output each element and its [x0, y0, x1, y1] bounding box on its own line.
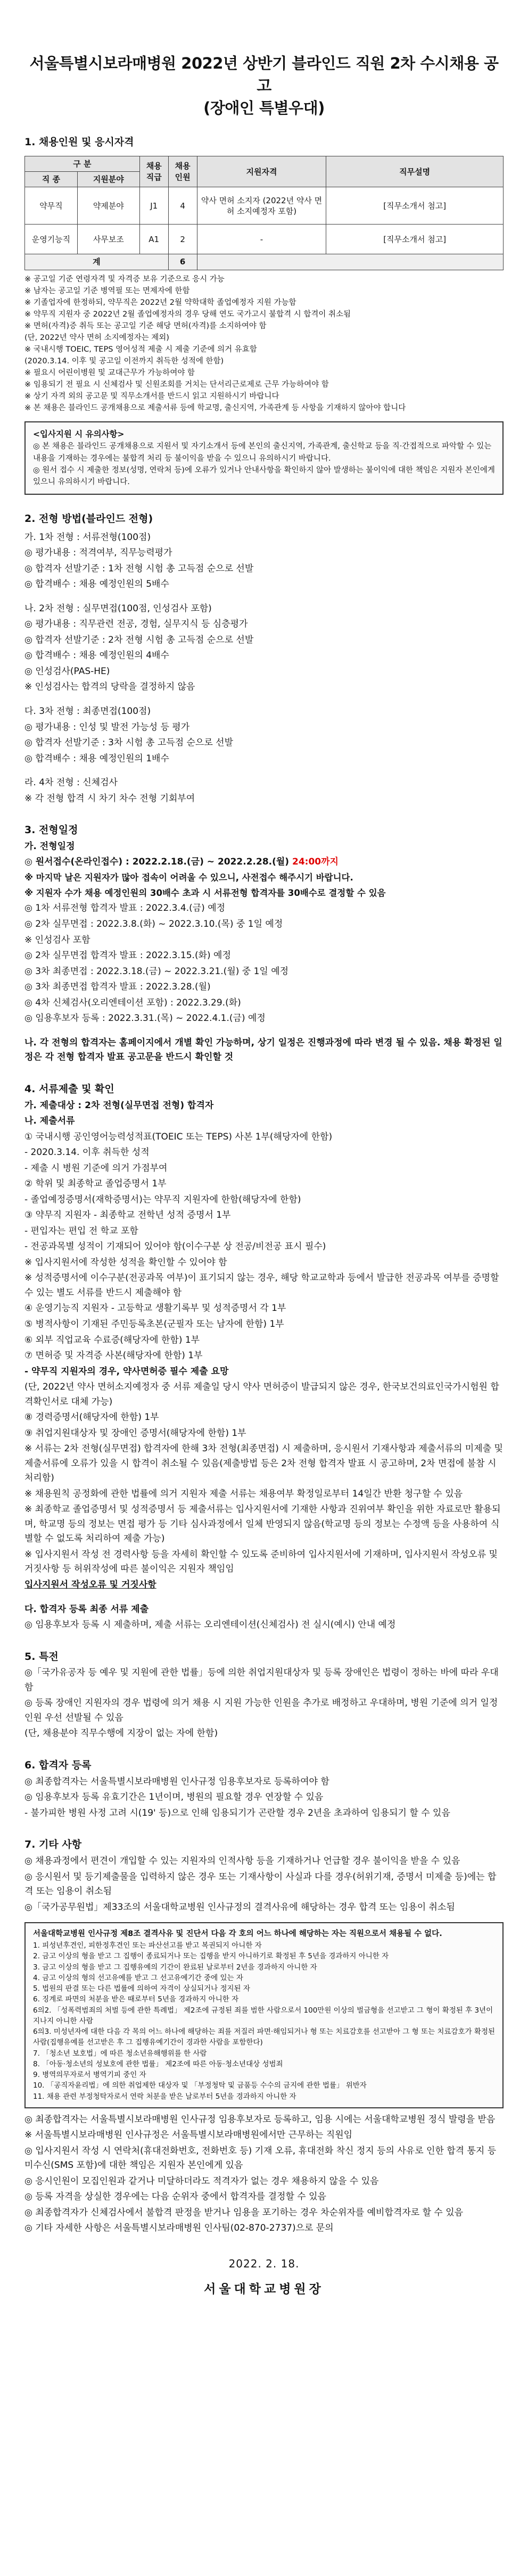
- schedule-subtitle: 가. 전형일정: [24, 841, 75, 852]
- total-empty: [197, 254, 503, 270]
- document-item: ④ 운영기능직 지원자 - 고등학교 생활기록부 및 성적증명서 각 1부: [24, 1303, 286, 1314]
- legal-item: 8. 「아동·청소년의 성보호에 관한 법률」 제2조에 따른 아동·청소년대상 성범죄: [33, 2059, 283, 2068]
- document-item: ⑦ 면허증 및 자격증 사본(해당자에 한함) 1부: [24, 1350, 203, 1361]
- pharmacist-license-note: - 약무직 지원자의 경우, 약사면허증 필수 제출 요망: [24, 1366, 229, 1377]
- disqualification-box: [24, 1922, 504, 2108]
- stage-3-title: 다. 3차 전형 : 최종면접(100점): [24, 706, 151, 717]
- cell-duty: [직무소개서 첨고]: [326, 187, 504, 225]
- application-caution-box: [24, 421, 504, 495]
- cell-type: 약무직: [25, 187, 78, 225]
- legal-item: 1. 피성년후견인, 피한정후견인 또는 파산선고를 받고 복권되지 아니한 자: [33, 1941, 262, 1950]
- stage-item: ◎ 합격자 선발기준 : 2차 전형 시험 총 고득점 순으로 선발: [24, 634, 254, 645]
- legal-item: 6. 징계로 파면의 처분을 받은 때로부터 5년을 경과하지 아니한 자: [33, 1995, 239, 2004]
- schedule-item: ◎ 2차 실무면접 : 2022.3.8.(화) ~ 2022.3.10.(목) 중 1일 예정: [24, 918, 283, 929]
- cell-type: 운영기능직: [25, 225, 78, 254]
- stage-1-title: 가. 1차 전형 : 서류전형(100점): [24, 531, 151, 543]
- legal-item: 2. 금고 이상의 형을 받고 그 집행이 종료되거나 또는 집행을 받지 아니하기로 확정된 후 5년을 경과하지 아니한 자: [33, 1952, 389, 1961]
- legal-item: 6의2. 「성폭력범죄의 처벌 등에 관한 특례법」 제2조에 규정된 죄를 범한 사람으로서 100만원 이상의 벌금형을 선고받고 그 형이 확정된 후 3년이 지나지 아니한 사람: [33, 2006, 493, 2025]
- pharmacist-license-note-detail: (단, 2022년 약사 면허소지예정자 중 서류 제출일 당시 약사 면허증이 발급되지 않은 경우, 한국보건의료인국가시험원 합격확인서로 대체 가능): [24, 1382, 499, 1407]
- notice-title: [24, 52, 504, 119]
- section-others: [24, 1837, 504, 2236]
- note-item: ※ 국내시행 TOEIC, TEPS 영어성적 제출 시 제출 기준에 의거 유효함: [24, 345, 257, 354]
- header-type: 직 종: [25, 172, 78, 187]
- stage-item: ◎ 합격배수 : 채용 예정인원의 4배수: [24, 650, 169, 661]
- document-note: [24, 1548, 504, 1577]
- section-heading: 2. 전형 방법(블라인드 전형): [24, 512, 153, 525]
- cell-requirement: -: [197, 225, 326, 254]
- box-item: ◎ 본 채용은 블라인드 공개채용으로 지원서 및 자기소개서 등에 본인의 출신지역, 가족관계, 출신학교 등을 직·간접적으로 파악할 수 있는 내용을 기재하는 경우에는 불합격 처리 등 불이익을 받을 수 있으니 유의하시기 바랍니다.: [33, 442, 492, 463]
- document-item: - 졸업예정증명서(재학증명서)는 약무직 지원자에 한함(해당자에 한함): [24, 1194, 301, 1205]
- stage-item: ※ 인성검사는 합격의 당락을 결정하지 않음: [24, 682, 195, 693]
- note-item: ※ 기졸업자에 한정하되, 약무직은 2022년 2월 약학대학 졸업예정자 지원 가능함: [24, 298, 296, 307]
- apply-period-text: ◎ 원서접수(온라인접수) : 2022.2.18.(금) ~ 2022.2.28.(월): [24, 857, 292, 868]
- legal-item: 7. 「청소년 보호법」에 따른 청소년유해행위를 한 사람: [33, 2049, 207, 2058]
- table-header-row: [25, 156, 504, 171]
- header-requirement: 지원자격: [197, 156, 326, 187]
- section-heading: 4. 서류제출 및 확인: [24, 1083, 114, 1095]
- requirement-notes: [24, 273, 504, 414]
- registration-item: ◎ 최종합격자는 서울특별시보라매병원 인사규정 임용후보자로 등록하여야 함: [24, 1776, 329, 1787]
- stage-2-title: 나. 2차 전형 : 실무면접(100점, 인성검사 포함): [24, 603, 212, 614]
- schedule-item: ◎ 임용후보자 등록 : 2022.3.31.(목) ~ 2022.4.1.(금) 예정: [24, 1013, 266, 1024]
- document-item: ⑤ 병적사항이 기재된 주민등록초본(군필자 또는 남자에 한함) 1부: [24, 1318, 284, 1329]
- other-item: ◎ 응시인원이 모집인원과 같거나 미달하더라도 적격자가 없는 경우 채용하지 않을 수 있음: [24, 2175, 379, 2187]
- section-registration: [24, 1757, 504, 1821]
- section-benefits: [24, 1649, 504, 1741]
- stage-item: ◎ 평가내용 : 직무관련 전공, 경험, 실무지식 등 심층평가: [24, 619, 248, 630]
- schedule-item: ◎ 4차 신체검사(오리엔테이션 포함) : 2022.3.29.(화): [24, 997, 241, 1008]
- header-field: 지원분야: [77, 172, 139, 187]
- section-recruitment: [24, 134, 504, 495]
- documents-target: 가. 제출대상 : 2차 전형(실무면접 전형) 합격자: [24, 1100, 214, 1111]
- other-item: ◎ 최종합격자가 신체검사에서 불합격 판정을 받거나 임용을 포기하는 경우 차순위자를 예비합격자로 할 수 있음: [24, 2207, 464, 2218]
- box-item: ◎ 원서 접수 시 제출한 정보(성명, 연락처 등)에 오류가 있거나 안내사항을 확인하지 않아 발생하는 불이익에 대한 책임은 지원자 본인에게 있으니 유의하시기 바랍니다.: [33, 466, 495, 487]
- notice-page: [24, 0, 504, 2300]
- benefit-item: ◎ 등록 장애인 지원자의 경우 법령에 의거 채용 시 지원 가능한 인원을 추가로 배정하고 우대하며, 병원 기준에 의거 일정 인원 우선 선발될 수 있음: [24, 1698, 498, 1723]
- total-count: 6: [168, 254, 197, 270]
- stage-item: ◎ 합격자 선발기준 : 1차 전형 시험 총 고득점 순으로 선발: [24, 563, 254, 574]
- document-note: ※ 채용원칙 공정화에 관한 법률에 의거 지원자 제출 서류는 채용여부 확정일로부터 14일간 반환 청구할 수 있음: [24, 1488, 463, 1499]
- note-item: (단, 2022년 약사 면허 소지예정자는 제외): [24, 333, 169, 342]
- document-item: - 전공과목별 성적이 기재되어 있어야 함(이수구분 상 전공/비전공 표시 필수): [24, 1241, 326, 1252]
- stage-item: ◎ 인성검사(PAS-HE): [24, 666, 110, 677]
- section-schedule: [24, 822, 504, 1065]
- documents-list-title: 나. 제출서류: [24, 1116, 75, 1127]
- cell-duty: [직무소개서 첨고]: [326, 225, 504, 254]
- note-item: ※ 본 채용은 블라인드 공개채용으로 제출서류 등에 학교명, 출신지역, 가족관계 등 사항을 기재하지 않아야 합니다: [24, 404, 406, 412]
- schedule-item: ※ 인성검사 포함: [24, 934, 90, 945]
- registration-item: - 불가피한 병원 사정 고려 시(19' 등)으로 인해 임용되기가 곤란할 경우 2년을 초과하여 임용되기 할 수 있음: [24, 1807, 450, 1818]
- document-item: - 제출 시 병원 기준에 의거 가점부여: [24, 1162, 168, 1174]
- stage-item: ◎ 평가내용 : 적격여부, 직무능력평가: [24, 547, 172, 559]
- legal-item: 5. 법원의 판결 또는 다른 법률에 의하여 자격이 상실되거나 정지된 자: [33, 1984, 250, 1993]
- cell-count: 2: [168, 225, 197, 254]
- benefit-item: ◎「국가유공자 등 예우 및 지원에 관한 법률」등에 의한 취업지원대상자 및 등록 장애인은 법령이 정하는 바에 따라 우대함: [24, 1667, 499, 1693]
- cell-field: 사무보조: [77, 225, 139, 254]
- note-item: ※ 약무직 지원자 중 2022년 2월 졸업예정자의 경우 당해 연도 국가고시 불합격 시 합격이 취소됨: [24, 310, 351, 319]
- box-title: <입사지원 시 유의사항>: [33, 429, 125, 439]
- recruitment-table: [24, 156, 504, 270]
- cell-count: 4: [168, 187, 197, 225]
- legal-item: 11. 채용 관련 부정청탁자로서 연락 처분을 받은 날로부터 5년을 경과하지 아니한 자: [33, 2092, 296, 2101]
- schedule-item: ◎ 3차 최종면접 : 2022.3.18.(금) ~ 2022.3.21.(월) 중 1일 예정: [24, 966, 289, 977]
- note-item: ※ 면허(자격)증 취득 또는 공고일 기준 해당 면허(자격)를 소지하여야 함: [24, 321, 267, 330]
- legal-title: 서울대학교병원 인사규정 제8조 결격사유 및 진단서 다음 각 호의 어느 하나에 해당하는 자는 직원으로서 채용될 수 없다.: [33, 1930, 442, 1939]
- section-heading: 5. 특전: [24, 1650, 59, 1663]
- other-item: ◎ 입사지원서 작성 시 연락처(휴대전화번호, 전화번호 등) 기재 오류, 휴대전화 착신 정지 등의 사유로 인한 합격 통지 등 미수신(SMS 포함)에 대한 책임은 지원자 본인에게 있음: [24, 2145, 497, 2171]
- final-registration-title: 다. 합격자 등록 최종 서류 제출: [24, 1603, 149, 1615]
- apply-deadline: 24:00까지: [292, 857, 339, 868]
- document-item: ③ 약무직 지원자 - 최종학교 전학년 성적 증명서 1부: [24, 1210, 231, 1221]
- other-item: ◎ 채용과정에서 편견이 개입할 수 있는 지원자의 인적사항 등을 기재하거나 언급할 경우 불이익을 받을 수 있음: [24, 1856, 460, 1867]
- legal-item: 4. 금고 이상의 형의 선고유예를 받고 그 선고유예기간 중에 있는 자: [33, 1973, 243, 1982]
- document-item: ⑧ 경력증명서(해당자에 한함) 1부: [24, 1412, 159, 1423]
- legal-item: 6의3. 미성년자에 대한 다음 각 목의 어느 하나에 해당하는 죄를 저질러 파면·해임되거나 형 또는 치료감호를 선고받아 그 형 또는 치료감호가 확정된 사람(집행유예를 선고받은 후 그 집행유예기간이 경과한 사람을 포함한다): [33, 2027, 495, 2047]
- document-note-emphasis: 입사지원서 작성오류 및 거짓사항: [24, 1580, 156, 1590]
- schedule-item: ◎ 3차 최종면접 합격자 발표 : 2022.3.28.(월): [24, 982, 211, 993]
- legal-item: 3. 금고 이상의 형을 받고 그 집행유예의 기간이 완료된 날로부터 2년을 경과하지 아니한 자: [33, 1963, 317, 1972]
- document-note: ※ 서류는 2차 전형(실무면접) 합격자에 한해 3차 전형(최종면접) 시 제출하며, 응시원서 기재사항과 제출서류의 미제출 및 제출서류에 오류가 있을 시 합격이 취소될 수 있음(제출방법 등은 2차 전형 합격자 발표 시 공고하며, 2차 면접에 불참 시 처리함): [24, 1443, 503, 1484]
- title-line-2: (장애인 특별우대): [203, 99, 325, 118]
- cell-grade: A1: [139, 225, 168, 254]
- schedule-change-notice: 나. 각 전형의 합격자는 홈페이지에서 개별 확인 가능하며, 상기 일정은 진행과정에 따라 변경 될 수 있음. 채용 확정된 일정은 각 전형 합격자 발표 공고문을 반드시 확인할 것: [24, 1037, 502, 1063]
- section-heading: 1. 채용인원 및 응시자격: [24, 136, 134, 148]
- total-label: 계: [25, 254, 169, 270]
- notice-date: 2022. 2. 18.: [228, 2257, 300, 2271]
- other-item: ◎ 기타 자세한 사항은 서울특별시보라매병원 인사팀(02-870-2737)으로 문의: [24, 2223, 334, 2234]
- note-item: ※ 남자는 공고일 기준 병역필 또는 면제자에 한함: [24, 286, 190, 295]
- schedule-item: ◎ 1차 서류전형 합격자 발표 : 2022.3.4.(금) 예정: [24, 903, 226, 914]
- cell-requirement: 약사 면허 소지자 (2022년 약사 면허 소지예정자 포함): [197, 187, 326, 225]
- table-row: [25, 225, 504, 254]
- stage-item: ◎ 합격자 선발기준 : 3차 시험 총 고득점 순으로 선발: [24, 737, 234, 749]
- document-note: ※ 최종학교 졸업증명서 및 성적증명서 등 제출서류는 입사지원서에 기재한 사항과 진위여부 확인을 위한 자료로만 활용되며, 학교명 등의 정보는 면접 평가 등 기타 심사과정에서 일체 반영되지 않음(학교명 등의 정보는 수정액 등을 사용하여 식별할 수 없도록 처리하여 제출 가능): [24, 1504, 501, 1544]
- table-row: [25, 187, 504, 225]
- document-item: - 편입자는 편입 전 학교 포함: [24, 1225, 138, 1236]
- apply-period: [24, 855, 504, 870]
- table-total-row: [25, 254, 504, 270]
- other-item: ◎ 최종합격자는 서울특별시보라매병원 인사규정 임용후보자로 등록하고, 임용 시에는 서울대학교병원 정식 발령을 받음: [24, 2114, 496, 2125]
- other-item: ◎ 등록 자격을 상실한 경우에는 다음 순위자 중에서 합격자를 결정할 수 있음: [24, 2191, 326, 2203]
- document-item: - 2020.3.14. 이후 취득한 성적: [24, 1147, 150, 1158]
- document-item: ② 학위 및 최종학교 졸업증명서 1부: [24, 1178, 167, 1190]
- header-count: 채용 인원: [168, 156, 197, 187]
- note-item: ※ 공고일 기준 연령자격 및 자격증 보유 기준으로 응시 가능: [24, 275, 225, 284]
- note-item: ※ 필요시 어린이병원 및 교대근무가 가능하여야 함: [24, 368, 195, 377]
- document-item: ⑨ 취업지원대상자 및 장애인 증명서(해당자에 한함) 1부: [24, 1427, 246, 1439]
- note-item: ※ 상기 자격 외의 공고문 및 직무소개서를 반드시 읽고 지원하시기 바랍니다: [24, 392, 279, 401]
- cell-grade: J1: [139, 187, 168, 225]
- section-heading: 7. 기타 사항: [24, 1839, 82, 1851]
- document-item: ※ 입사지원서에 작성한 성적을 확인할 수 있어야 함: [24, 1257, 227, 1268]
- cell-field: 약제분야: [77, 187, 139, 225]
- benefit-item: (단, 채용분야 직무수행에 지장이 없는 자에 한함): [24, 1728, 218, 1739]
- section-heading: 3. 전형일정: [24, 824, 78, 836]
- legal-item: 9. 병역의무자로서 병역기피 중인 자: [33, 2071, 146, 2080]
- registration-item: ◎ 임용후보자 등록 유효기간은 1년이며, 병원의 필요할 경우 연장할 수 있음: [24, 1792, 324, 1803]
- other-item: ◎「국가공무원법」제33조의 서울대학교병원 인사규정의 결격사유에 해당하는 경우 합격 또는 임용이 취소됨: [24, 1901, 455, 1913]
- stage-4-title: 라. 4차 전형 : 신체검사: [24, 777, 118, 788]
- final-registration-item: ◎ 임용후보자 등록 시 제출하며, 제출 서류는 오리엔테이션(신체검사) 전 실시(예시) 안내 예정: [24, 1619, 396, 1631]
- document-item: ※ 성적증명서에 이수구분(전공과목 여부)이 표기되지 않는 경우, 해당 학교교학과 등에서 발급한 전공과목 여부를 증명할 수 있는 별도 서류를 반드시 제출해야 함: [24, 1273, 499, 1298]
- stage-note: ※ 각 전형 합격 시 차기 차수 전형 기회부여: [24, 793, 195, 804]
- legal-item: 10. 「공직자윤리법」에 의한 취업제한 대상자 및 「부정청탁 및 금품등 수수의 금지에 관한 법률」 위반자: [33, 2081, 367, 2090]
- other-item: ◎ 응시원서 및 등기제출물을 입력하지 않은 경우 또는 기재사항이 사실과 다를 경우(허위기재, 증명서 미제출 등)에는 합격 또는 임용이 취소됨: [24, 1871, 497, 1897]
- section-heading: 6. 합격자 등록: [24, 1759, 92, 1772]
- note-item: (2020.3.14. 이후 및 공고일 이전까지 취득한 성적에 한함): [24, 356, 224, 365]
- schedule-item: ◎ 2차 실무면접 합격자 발표 : 2022.3.15.(화) 예정: [24, 950, 231, 961]
- document-note-text: ※ 입사지원서 작성 전 경력사항 등을 자세히 확인할 수 있도록 준비하여 입사지원서에 기재하며, 입사지원서 작성오류 및 거짓사항 등 허위작성에 따른 불이익은 지원자 책임임: [24, 1549, 498, 1575]
- section-screening: [24, 511, 504, 806]
- stage-item: ◎ 합격배수 : 채용 예정인원의 5배수: [24, 579, 169, 590]
- apply-warning: ※ 지원자 수가 채용 예정인원의 30배수 초과 시 서류전형 합격자를 30배수로 결정할 수 있음: [24, 887, 386, 898]
- section-documents: [24, 1081, 504, 1633]
- document-item: ① 국내시행 공인영어능력성적표(TOEIC 또는 TEPS) 사본 1부(해당자에 한함): [24, 1131, 333, 1142]
- other-item: ※ 서울특별시보라매병원 인사규정은 서울특별시보라매병원에서만 근무하는 직원임: [24, 2130, 353, 2141]
- header-group: 구 분: [25, 156, 140, 171]
- title-line-1: 서울특별시보라매병원 2022년 상반기 블라인드 직원 2차 수시채용 공고: [29, 54, 499, 95]
- stage-item: ◎ 평가내용 : 인성 및 발전 가능성 등 평가: [24, 721, 190, 733]
- header-duty: 직무설명: [326, 156, 504, 187]
- apply-warning: ※ 마지막 날은 지원자가 많아 접속이 어려울 수 있으니, 사전접수 해주시기 바랍니다.: [24, 872, 353, 883]
- issuing-organization: 서울대학교병원장: [204, 2282, 324, 2297]
- stage-item: ◎ 합격배수 : 채용 예정인원의 1배수: [24, 753, 169, 764]
- note-item: ※ 임용되기 전 필요 시 신체검사 및 신원조회를 거치는 단서리근로제로 근무 가능하여야 함: [24, 380, 329, 389]
- document-item: ⑥ 외부 직업교육 수료증(해당자에 한함) 1부: [24, 1334, 200, 1345]
- header-grade: 채용 직급: [139, 156, 168, 187]
